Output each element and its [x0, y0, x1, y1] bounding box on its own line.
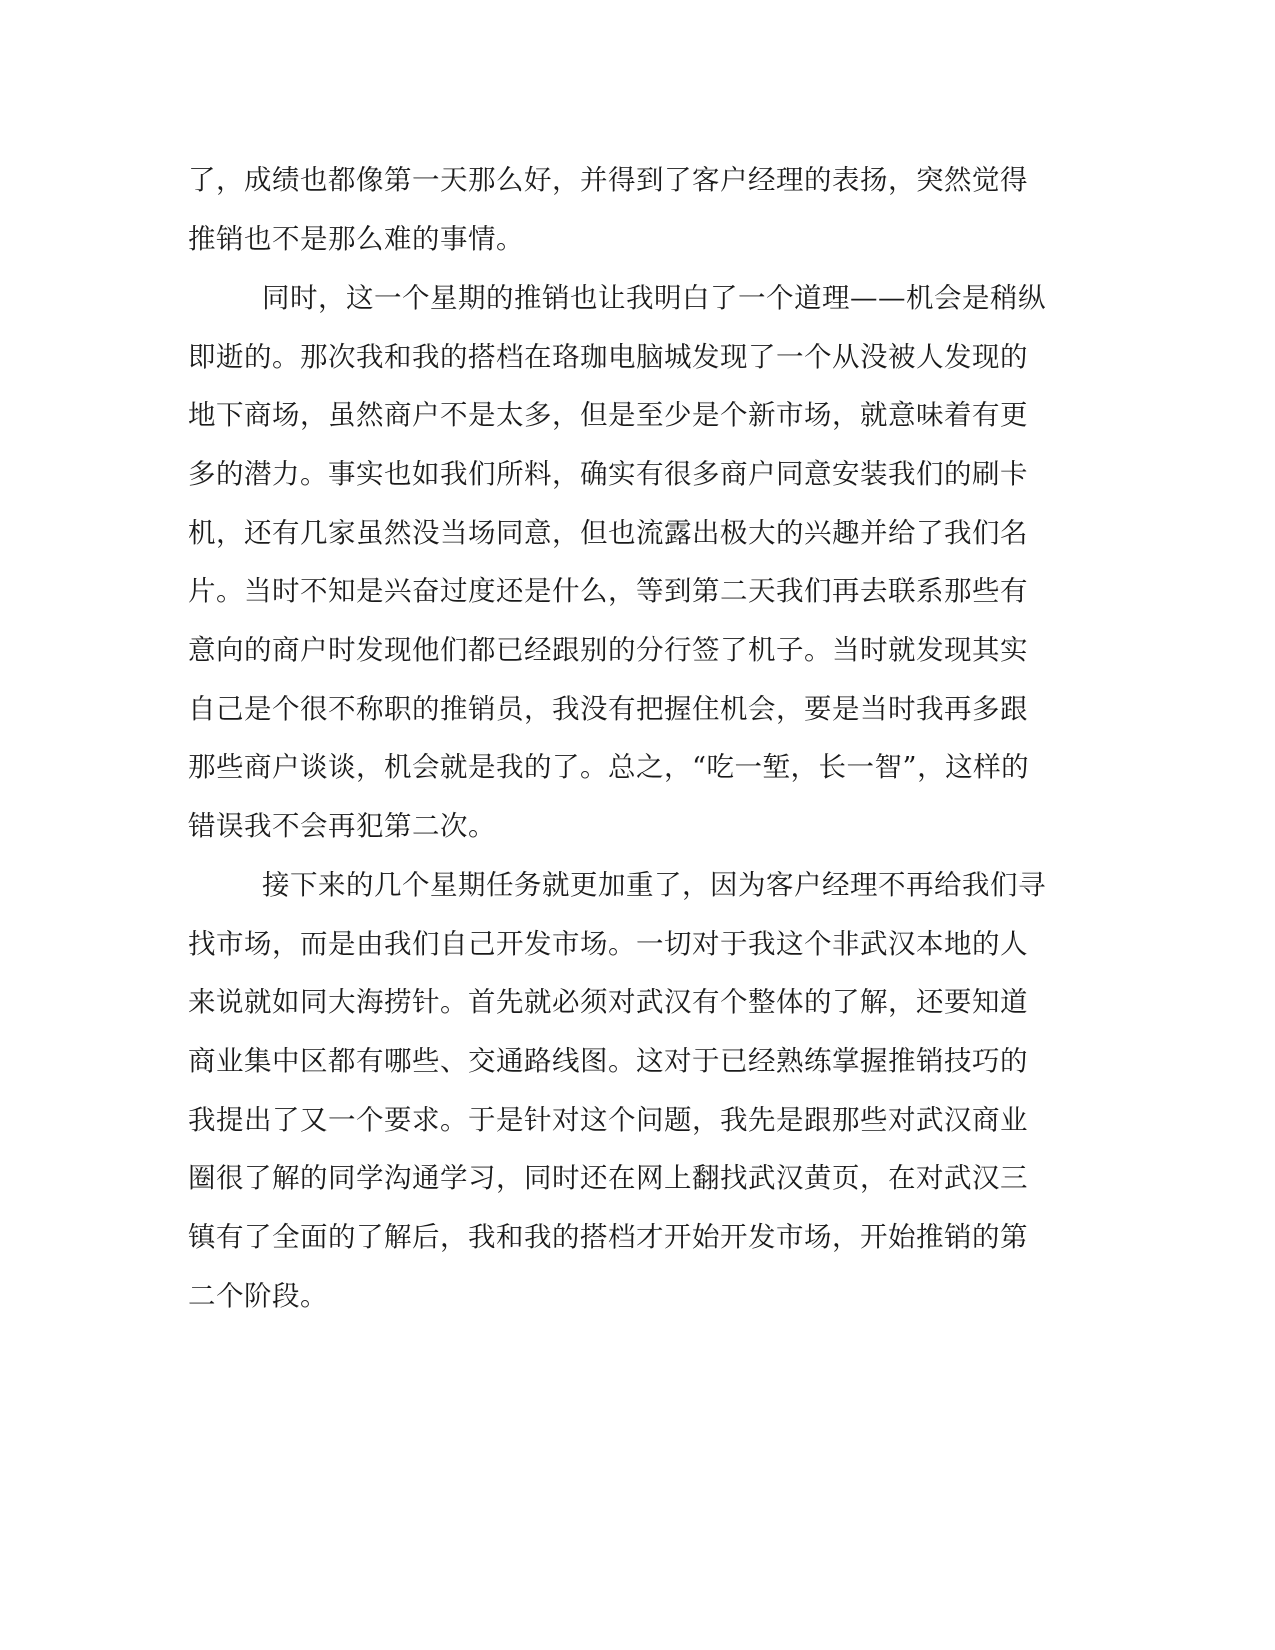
- text-line: 片。当时不知是兴奋过度还是什么，等到第二天我们再去联系那些有: [188, 575, 1028, 607]
- text-line: 自己是个很不称职的推销员，我没有把握住机会，要是当时我再多跟: [188, 693, 1028, 725]
- text-line: 机，还有几家虽然没当场同意，但也流露出极大的兴趣并给了我们名: [188, 517, 1028, 549]
- text-line: 即逝的。那次我和我的搭档在珞珈电脑城发现了一个从没被人发现的: [188, 341, 1028, 373]
- text-line: 二个阶段。: [188, 1280, 328, 1312]
- text-line: 圈很了解的同学沟通学习，同时还在网上翻找武汉黄页，在对武汉三: [188, 1162, 1028, 1194]
- text-line: 推销也不是那么难的事情。: [188, 223, 524, 255]
- text-line: 我提出了又一个要求。于是针对这个问题，我先是跟那些对武汉商业: [188, 1104, 1028, 1136]
- text-line: 找市场，而是由我们自己开发市场。一切对于我这个非武汉本地的人: [188, 928, 1028, 960]
- paragraph-start-line: 同时，这一个星期的推销也让我明白了一个道理——机会是稍纵: [262, 282, 1046, 314]
- text-line: 商业集中区都有哪些、交通路线图。这对于已经熟练掌握推销技巧的: [188, 1045, 1028, 1077]
- paragraph-start-line: 接下来的几个星期任务就更加重了，因为客户经理不再给我们寻: [262, 869, 1046, 901]
- text-line: 了，成绩也都像第一天那么好，并得到了客户经理的表扬，突然觉得: [188, 164, 1028, 196]
- text-line: 地下商场，虽然商户不是太多，但是至少是个新市场，就意味着有更: [188, 399, 1028, 431]
- text-line: 来说就如同大海捞针。首先就必须对武汉有个整体的了解，还要知道: [188, 986, 1028, 1018]
- text-line: 错误我不会再犯第二次。: [188, 810, 496, 842]
- text-line: 那些商户谈谈，机会就是我的了。总之，“吃一堑，长一智”，这样的: [188, 751, 1030, 783]
- text-line: 意向的商户时发现他们都已经跟别的分行签了机子。当时就发现其实: [188, 634, 1028, 666]
- text-line: 镇有了全面的了解后，我和我的搭档才开始开发市场，开始推销的第: [188, 1221, 1028, 1253]
- text-line: 多的潜力。事实也如我们所料，确实有很多商户同意安装我们的刷卡: [188, 458, 1028, 490]
